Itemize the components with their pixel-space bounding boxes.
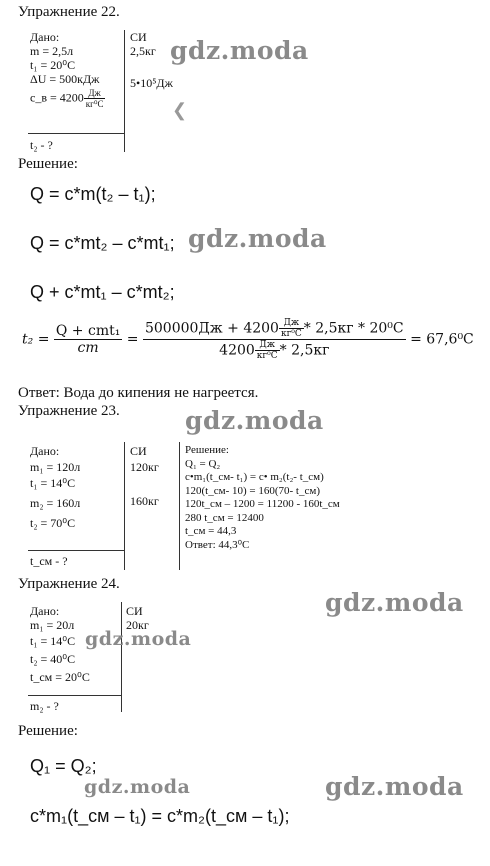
si-line [130, 474, 159, 488]
ex24-solution-label: Решение: [18, 723, 78, 739]
solution-line: c•m₁(t_см- t₁) = c• m₂(t₂- t_см) [185, 471, 324, 483]
ex24-find-rule [28, 695, 121, 696]
given-line: Дано: [30, 604, 60, 618]
ex22-answer: Ответ: Вода до кипения не нагреется. [18, 385, 259, 401]
si-line: 160кг [130, 494, 159, 508]
solution-line: 280 t_см = 12400 [185, 511, 264, 524]
watermark: gdz.moda [325, 772, 464, 801]
solution-line: Q₁ = Q₂ [185, 457, 221, 470]
given-line: m₁ = 120л [30, 460, 81, 474]
ex24-given [30, 604, 90, 684]
ex24-equation-1: Q₁ = Q₂; [30, 756, 97, 776]
si-line: 2,5кг [130, 44, 156, 58]
given-line: ΔU = 500кДж [30, 72, 100, 86]
watermark: gdz.moda [84, 776, 191, 798]
given-line: t₁ = 14⁰C [30, 634, 76, 648]
ex23-divider-2 [179, 442, 180, 570]
si-line: СИ [130, 444, 147, 458]
solution-line: 120(t_см- 10) = 160(70- t_см) [185, 484, 320, 497]
solution-line: t_см = 44,3 [185, 525, 237, 537]
ex24-heading: Упражнение 24. [18, 576, 120, 592]
solution-line: Ответ: 44,3⁰С [185, 538, 250, 551]
si-line: 20кг [126, 618, 149, 632]
given-line: Дано: [30, 444, 60, 458]
ex22-find-rule [28, 133, 124, 134]
fraction-numeric: 500000Дж + 4200 $\frac{Дж}{\text{кг⁰С}}$ * 2,5кг * 20⁰С 4200 $\frac{Дж}{\text{кг⁰С}}$ * 2,5кг [144, 318, 404, 361]
ex23-find-rule [28, 550, 124, 551]
watermark: gdz.moda [325, 588, 464, 617]
given-line: t₂ = 70⁰C [30, 516, 76, 530]
ex24-equation-2: c*m₁(t_см – t₁) = c*m₂(t_см – t₁); [30, 806, 290, 826]
watermark: gdz.moda [188, 224, 327, 253]
si-line: 5•10⁵Дж [130, 76, 173, 90]
unit-fraction: $\frac{Дж}{\text{кг⁰С}}$ [85, 88, 104, 109]
given-line: c_в = 4200 $\frac{Дж}{\text{кг⁰С}}$ [30, 88, 104, 109]
ex22-equation-3: Q + c*mt₁ – c*mt₂; [30, 282, 175, 302]
solution-line: 120t_см – 1200 = 11200 - 160t_см [185, 498, 340, 510]
given-line: t₂ = 40⁰C [30, 652, 76, 666]
watermark: gdz.moda [185, 406, 324, 435]
ex22-heading: Упражнение 22. [18, 4, 120, 20]
ex23-heading: Упражнение 23. [18, 403, 120, 419]
unit-fraction: $\frac{Дж}{\text{кг⁰С}}$ [280, 318, 302, 339]
ex22-given [30, 30, 105, 109]
ex23-divider-1 [124, 442, 125, 570]
given-line: t₁ = 20⁰C [30, 58, 76, 72]
given-line: m = 2,5л [30, 44, 74, 58]
given-line: m₂ = 160л [30, 496, 81, 510]
ex24-find: m₂ - ? [30, 699, 59, 713]
fraction-general: $\frac{\text{Q + cmt₁}}{cm}$ [55, 323, 121, 356]
ex22-si [130, 30, 173, 90]
ex22-equation-2: Q = c*mt₂ – c*mt₁; [30, 233, 175, 253]
ex23-si [130, 444, 159, 508]
ex23-find: t_см - ? [30, 554, 68, 568]
si-line: СИ [126, 604, 143, 618]
given-line: Дано: [30, 30, 60, 44]
solution-line: Решение: [185, 444, 229, 456]
si-line: СИ [130, 30, 147, 44]
cursor-icon: ❮ [172, 100, 188, 120]
si-line: 120кг [130, 460, 159, 474]
given-line: t_см = 20⁰C [30, 670, 90, 684]
unit-fraction: $\frac{Дж}{\text{кг⁰С}}$ [256, 340, 278, 361]
ex22-equation-1: Q = c*m(t₂ – t₁); [30, 184, 156, 204]
ex22-final-formula: t₂ = $\frac{\text{Q + cmt₁}}{cm}$ = 500000Дж + 4200 $\frac{Дж}{\text{кг⁰С}}$ * 2,5кг * 20⁰С 4200 $\frac{Дж}{\text{кг⁰С}}$ * 2,5кг = 67,6⁰С [22, 318, 474, 361]
ex22-solution-label: Решение: [18, 156, 78, 172]
ex22-divider [124, 30, 125, 152]
given-line: t₁ = 14⁰C [30, 476, 76, 490]
given-line: m₁ = 20л [30, 618, 75, 632]
watermark: gdz.moda [85, 628, 192, 650]
watermark: gdz.moda [170, 36, 309, 65]
ex22-find: t₂ - ? [30, 138, 53, 152]
ex24-divider [121, 602, 122, 712]
ex23-given [30, 444, 80, 530]
ex23-solution [185, 444, 340, 552]
